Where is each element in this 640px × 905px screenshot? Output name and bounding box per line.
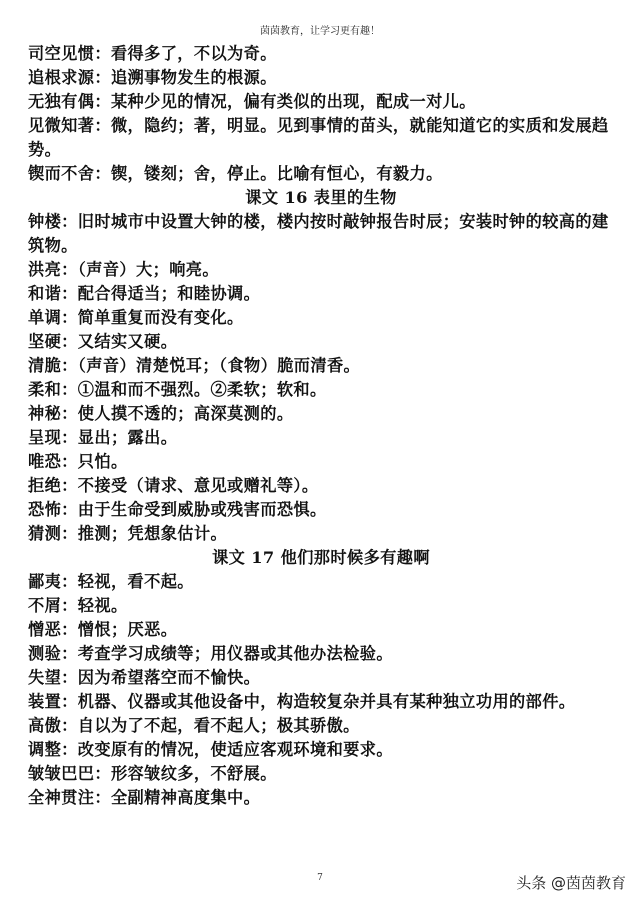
vocab-term: 鄙夷： xyxy=(28,572,78,591)
vocab-term: 呈现： xyxy=(28,428,78,447)
vocab-entry xyxy=(28,714,614,738)
vocab-term: 皱皱巴巴： xyxy=(28,764,111,783)
vocab-definition: （声音）大；响亮。 xyxy=(77,260,219,279)
vocab-term: 司空见惯： xyxy=(28,44,111,63)
vocab-list-intro xyxy=(28,42,614,186)
vocab-term: 调整： xyxy=(28,740,78,759)
vocab-entry xyxy=(28,450,614,474)
vocab-definition: 锲，镂刻；舍，停止。比喻有恒心，有毅力。 xyxy=(110,164,443,183)
vocab-entry xyxy=(28,402,614,426)
vocab-term: 装置： xyxy=(28,692,78,711)
vocab-definition: 改变原有的情况，使适应客观环境和要求。 xyxy=(77,740,393,759)
vocab-entry xyxy=(28,690,614,714)
vocab-definition: 因为希望落空而不愉快。 xyxy=(77,668,261,687)
vocab-definition: 使人摸不透的；高深莫测的。 xyxy=(77,404,294,423)
vocab-list-lesson-16 xyxy=(28,210,614,546)
vocab-term: 高傲： xyxy=(28,716,78,735)
vocab-definition: 考查学习成绩等；用仪器或其他办法检验。 xyxy=(77,644,393,663)
vocab-term: 坚硬： xyxy=(28,332,78,351)
vocab-definition: 轻视。 xyxy=(77,596,128,615)
vocab-definition: 追溯事物发生的根源。 xyxy=(110,68,277,87)
vocab-term: 和谐： xyxy=(28,284,78,303)
vocab-definition: 显出；露出。 xyxy=(77,428,178,447)
vocab-term: 见微知著： xyxy=(28,116,111,135)
vocab-entry xyxy=(28,498,614,522)
lesson-17-title: 课文 17 他们那时候多有趣啊 xyxy=(212,548,430,567)
vocab-definition: 旧时城市中设置大钟的楼，楼内按时敲钟报告时辰；安装时钟的较高的建筑物。 xyxy=(28,212,609,255)
vocab-entry xyxy=(28,114,614,162)
vocab-entry xyxy=(28,666,614,690)
vocab-entry xyxy=(28,738,614,762)
vocab-definition: 全副精神高度集中。 xyxy=(110,788,261,807)
watermark: 头条 @茵茵教育 xyxy=(516,874,626,892)
vocab-definition: 轻视，看不起。 xyxy=(77,572,194,591)
vocab-definition: 又结实又硬。 xyxy=(77,332,178,351)
vocab-term: 单调： xyxy=(28,308,78,327)
vocab-entry xyxy=(28,66,614,90)
vocab-term: 不屑： xyxy=(28,596,78,615)
vocab-entry xyxy=(28,570,614,594)
vocab-definition: 看得多了，不以为奇。 xyxy=(110,44,277,63)
vocab-term: 憎恶： xyxy=(28,620,78,639)
vocab-entry xyxy=(28,330,614,354)
vocab-entry xyxy=(28,378,614,402)
vocab-definition: 简单重复而没有变化。 xyxy=(77,308,244,327)
vocab-definition: 机器、仪器或其他设备中，构造较复杂并具有某种独立功用的部件。 xyxy=(77,692,576,711)
vocab-definition: 只怕。 xyxy=(77,452,128,471)
vocab-term: 神秘： xyxy=(28,404,78,423)
vocab-term: 追根求源： xyxy=(28,68,111,87)
vocab-entry xyxy=(28,474,614,498)
vocab-term: 唯恐： xyxy=(28,452,78,471)
page-number: 7 xyxy=(317,873,323,883)
vocab-entry xyxy=(28,786,614,810)
vocab-definition: 不接受（请求、意见或赠礼等）。 xyxy=(77,476,319,495)
vocab-term: 测验： xyxy=(28,644,78,663)
vocab-term: 失望： xyxy=(28,668,78,687)
vocab-term: 全神贯注： xyxy=(28,788,111,807)
vocab-entry xyxy=(28,426,614,450)
vocab-definition: ①温和而不强烈。②柔软；软和。 xyxy=(77,380,327,399)
vocab-entry xyxy=(28,522,614,546)
vocab-term: 清脆： xyxy=(28,356,78,375)
vocab-entry xyxy=(28,618,614,642)
vocab-entry xyxy=(28,162,614,186)
vocab-entry xyxy=(28,594,614,618)
vocab-term: 锲而不舍： xyxy=(28,164,111,183)
vocab-entry xyxy=(28,210,614,258)
vocab-definition: 憎恨；厌恶。 xyxy=(77,620,178,639)
vocab-term: 拒绝： xyxy=(28,476,78,495)
vocab-term: 柔和： xyxy=(28,380,78,399)
vocab-definition: 形容皱纹多，不舒展。 xyxy=(110,764,277,783)
vocab-entry xyxy=(28,90,614,114)
vocab-term: 无独有偶： xyxy=(28,92,111,111)
vocab-list-lesson-17 xyxy=(28,570,614,810)
vocab-term: 洪亮： xyxy=(28,260,78,279)
vocab-term: 猜测： xyxy=(28,524,78,543)
vocab-definition: 微，隐约；著，明显。见到事情的苗头，就能知道它的实质和发展趋势。 xyxy=(28,116,609,159)
vocab-definition: （声音）清楚悦耳；（食物）脆而清香。 xyxy=(77,356,361,375)
vocab-definition: 推测；凭想象估计。 xyxy=(77,524,228,543)
vocab-entry xyxy=(28,642,614,666)
vocab-entry xyxy=(28,42,614,66)
page-header: 茵茵教育，让学习更有趣！ xyxy=(260,26,380,37)
vocab-term: 钟楼： xyxy=(28,212,78,231)
vocab-entry xyxy=(28,762,614,786)
vocab-definition: 某种少见的情况，偏有类似的出现，配成一对儿。 xyxy=(110,92,476,111)
vocab-definition: 自以为了不起，看不起人；极其骄傲。 xyxy=(77,716,360,735)
vocab-entry xyxy=(28,306,614,330)
vocab-entry xyxy=(28,354,614,378)
vocab-entry xyxy=(28,282,614,306)
vocab-entry xyxy=(28,258,614,282)
vocab-definition: 配合得适当；和睦协调。 xyxy=(77,284,261,303)
vocab-term: 恐怖： xyxy=(28,500,78,519)
vocab-definition: 由于生命受到威胁或残害而恐惧。 xyxy=(77,500,327,519)
document-body xyxy=(28,42,614,810)
lesson-16-title: 课文 16 表里的生物 xyxy=(245,188,397,207)
